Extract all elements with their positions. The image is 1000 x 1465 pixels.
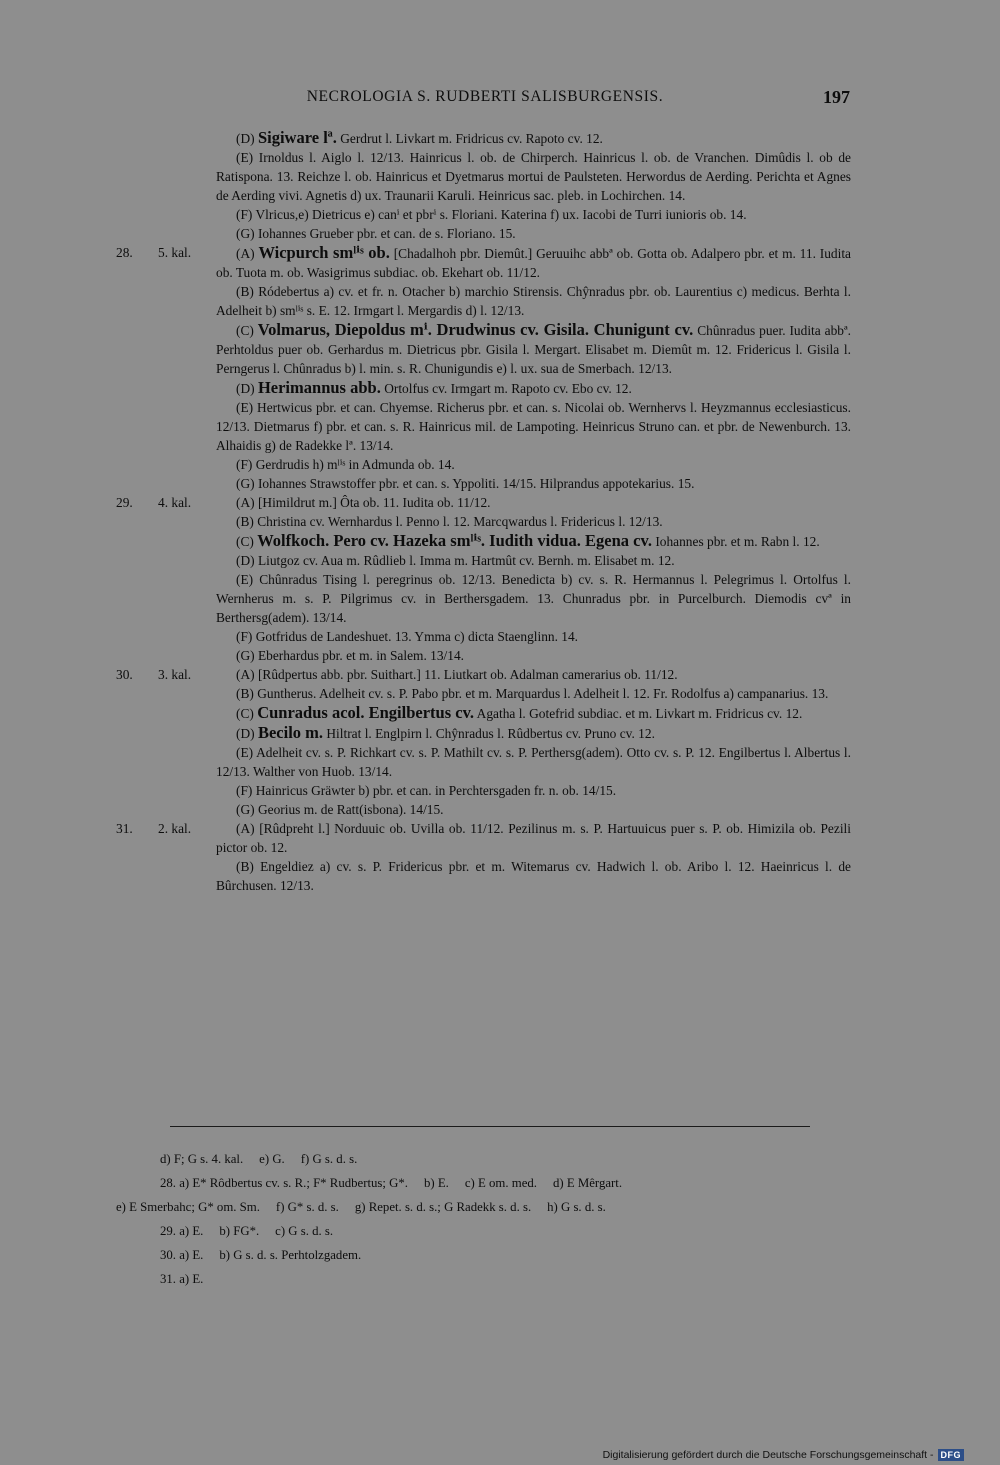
entry-text: Iohannes Grueber pbr. et can. de s. Floriano. 15. xyxy=(257,226,516,241)
hand-marker: (B) xyxy=(236,284,254,299)
entry-paragraph xyxy=(116,378,851,398)
hand-marker: (G) xyxy=(236,476,255,491)
entry-paragraph xyxy=(116,781,851,800)
kalend-date: 3. kal. xyxy=(158,667,192,682)
hand-marker: (G) xyxy=(236,226,255,241)
entry-text: Agatha l. Gotefrid subdiac. et m. Livkart m. Fridricus cv. 12. xyxy=(476,706,803,721)
hand-marker: (C) xyxy=(236,706,254,721)
entry-text: Guntherus. Adelheit cv. s. P. Pabo pbr. et m. Marquardus l. Adelheit l. 12. Fr. Rodolfus a) campanarius. 13. xyxy=(257,686,829,701)
entry-text: Hertwicus pbr. et can. Chyemse. Richerus pbr. et can. s. Nicolai ob. Wernhervs l. Heyzmannus ecclesiasticus. 12/13. Dietmarus f) pbr. et can. s. R. Hainricus mil. de Lampoting. Heinricus Struno can. et pbr. de Newenburch. 13. Alhaidis g) de Radekke lª. 13/14. xyxy=(216,400,851,453)
hand-marker: (A) xyxy=(236,821,255,836)
footnote-line: 31. a) E. xyxy=(160,1272,204,1286)
primary-name: Volmarus, Diepoldus mⁱ. Drudwinus cv. Gisila. Chunigunt cv. xyxy=(257,320,694,339)
entry-text: Chûnradus puer. Iudita abbª. Perhtoldus puer ob. Gerhardus m. Dietricus pbr. Gisila l. Mergart. Elisabet m. Diemût m. 12. Fridericus l. Gisila l. Perngerus l. Chûnradus b) l. min. s. R. Chunigundis e) l. ux. sua de Smerbach. 12/13. xyxy=(216,323,851,376)
hand-marker: (F) xyxy=(236,457,253,472)
hand-marker: (D) xyxy=(236,381,255,396)
entry-text: Chûnradus Tising l. peregrinus ob. 12/13. Benedicta b) cv. s. R. Hermannus l. Pelegrimus l. Ortolfus l. Wernherus m. s. P. Pilgrimus cv. in Berthersgadem. 13. Chunradus pbr. in Purcelburch. Diemodis cvª in Berthersg(adem). 13/14. xyxy=(216,572,851,625)
entry-paragraph xyxy=(116,570,851,627)
entry-text: Vlricus,e) Dietricus e) canⁱ et pbrⁱ s. Floriani. Katerina f) ux. Iacobi de Turri iunioris ob. 14. xyxy=(255,207,747,222)
page-number: 197 xyxy=(823,87,850,107)
entry-paragraph xyxy=(116,455,851,474)
primary-name: Herimannus abb. xyxy=(257,378,381,397)
hand-marker: (G) xyxy=(236,648,255,663)
primary-name: Sigiware lª. xyxy=(257,128,337,147)
entry-text: Iohannes Strawstoffer pbr. et can. s. Yppoliti. 14/15. Hilprandus appotekarius. 15. xyxy=(257,476,695,491)
hand-marker: (A) xyxy=(236,667,255,682)
footnote-divider xyxy=(170,1126,810,1127)
entry-text: Iohannes pbr. et m. Rabn l. 12. xyxy=(655,534,820,549)
entry-text: Eberhardus pbr. et m. in Salem. 13/14. xyxy=(257,648,464,663)
footnote-line: 29. a) E. b) FG*. c) G s. d. s. xyxy=(160,1224,334,1238)
footnote-line: d) F; G s. 4. kal. e) G. f) G s. d. s. xyxy=(160,1152,358,1166)
day-number: 31. xyxy=(116,821,133,836)
entry-text: Hiltrat l. Englpirn l. Chŷnradus l. Rûdbertus cv. Pruno cv. 12. xyxy=(326,726,655,741)
hand-marker: (E) xyxy=(236,150,254,165)
entry-paragraph xyxy=(116,703,851,723)
hand-marker: (B) xyxy=(236,859,254,874)
hand-marker: (D) xyxy=(236,726,255,741)
dfg-logo: DFG xyxy=(938,1449,965,1461)
entry-paragraph xyxy=(116,128,851,148)
entry-paragraph xyxy=(116,723,851,743)
footnote-line: 28. a) E* Rôdbertus cv. s. R.; F* Rudbertus; G*. b) E. c) E om. med. d) E Mêrgart. xyxy=(160,1176,623,1190)
running-title: NECROLOGIA S. RUDBERTI SALISBURGENSIS. xyxy=(306,88,664,105)
entry-paragraph xyxy=(116,243,851,282)
entry-text: Gotfridus de Landeshuet. 13. Ymma c) dicta Staenglinn. 14. xyxy=(255,629,579,644)
hand-marker: (A) xyxy=(236,495,255,510)
hand-marker: (F) xyxy=(236,629,253,644)
entry-paragraph xyxy=(116,665,851,684)
entry-paragraph xyxy=(116,800,851,819)
hand-marker: (B) xyxy=(236,686,254,701)
entry-paragraph xyxy=(116,819,851,857)
hand-marker: (E) xyxy=(236,400,254,415)
footnote-line: e) E Smerbahc; G* om. Sm. f) G* s. d. s. g) Repet. s. d. s.; G Radekk s. d. s. h) G s. d. s. xyxy=(116,1200,606,1214)
entry-text: Adelheit cv. s. P. Richkart cv. s. P. Mathilt cv. s. P. Perthersg(adem). Otto cv. s. P. 12. Engilbertus l. Albertus l. 12/13. Walther von Huob. 13/14. xyxy=(216,745,852,779)
entry-paragraph xyxy=(116,627,851,646)
entry-text: Ródebertus a) cv. et fr. n. Otacher b) marchio Stirensis. Chŷnradus pbr. ob. Laurentius c) medicus. Berhta l. Adelheit b) smˡⁱˢ s. E. 12. Irmgart l. Mergardis d) l. 12/13. xyxy=(216,284,851,318)
hand-marker: (E) xyxy=(236,572,254,587)
day-number: 28. xyxy=(116,245,133,260)
day-number: 29. xyxy=(116,495,133,510)
hand-marker: (F) xyxy=(236,783,253,798)
entry-paragraph xyxy=(116,743,851,781)
entry-text: Georius m. de Ratt(isbona). 14/15. xyxy=(257,802,444,817)
entry-paragraph xyxy=(116,512,851,531)
footnotes xyxy=(116,1147,856,1291)
primary-name: Wolfkoch. Pero cv. Hazeka smˡⁱˢ. Iudith vidua. Egena cv. xyxy=(257,531,652,550)
hand-marker: (A) xyxy=(236,246,255,261)
day-number: 30. xyxy=(116,667,133,682)
digitization-credit xyxy=(603,1449,964,1461)
entry-text: Gerdrudis h) mˡⁱˢ in Admunda ob. 14. xyxy=(255,457,455,472)
entry-paragraph xyxy=(116,224,851,243)
entry-text: Christina cv. Wernhardus l. Penno l. 12. Marcqwardus l. Fridericus l. 12/13. xyxy=(257,514,663,529)
hand-marker: (F) xyxy=(236,207,253,222)
hand-marker: (D) xyxy=(236,131,255,146)
hand-marker: (C) xyxy=(236,323,254,338)
entry-text: Gerdrut l. Livkart m. Fridricus cv. Rapoto cv. 12. xyxy=(340,131,603,146)
entry-text: [Rûdpreht l.] Norduuic ob. Uvilla ob. 11/12. Pezilinus m. s. P. Hartuuicus puer s. P. ob. Himizila ob. Pezili pictor ob. 12. xyxy=(216,821,851,855)
entry-text: Liutgoz cv. Aua m. Rûdlieb l. Imma m. Hartmût cv. Bernh. m. Elisabet m. 12. xyxy=(257,553,675,568)
entry-paragraph xyxy=(116,474,851,493)
hand-marker: (B) xyxy=(236,514,254,529)
primary-name: Wicpurch smˡⁱˢ ob. xyxy=(258,243,390,262)
entry-paragraph xyxy=(116,148,851,205)
entry-paragraph xyxy=(116,646,851,665)
entry-text: Engeldiez a) cv. s. P. Fridericus pbr. et m. Witemarus cv. Hadwich l. ob. Aribo l. 12. Haeinricus l. de Bûrchusen. 12/13. xyxy=(216,859,851,893)
entry-paragraph xyxy=(116,398,851,455)
entry-paragraph xyxy=(116,684,851,703)
entry-paragraph xyxy=(116,551,851,570)
hand-marker: (C) xyxy=(236,534,254,549)
footnote-line: 30. a) E. b) G s. d. s. Perhtolzgadem. xyxy=(160,1248,362,1262)
kalend-date: 5. kal. xyxy=(158,245,192,260)
entry-text: [Rûdpertus abb. pbr. Suithart.] 11. Liutkart ob. Adalman camerarius ob. 11/12. xyxy=(257,667,678,682)
entry-paragraph xyxy=(116,531,851,551)
primary-name: Cunradus acol. Engilbertus cv. xyxy=(257,703,475,722)
entry-text: Irnoldus l. Aiglo l. 12/13. Hainricus l. ob. de Chirperch. Hainricus l. ob. de Vranchen. Dimûdis l. ob de Ratispona. 13. Reichze l. ob. Hainricus et Dyetmarus mortui de Paulsteten. Herwordus de Aerding. Perichta et Agnes de Aerding vivi. Agnetis d) ux. Traunarii Karuli. Heinricus sac. pleb. in Lochirchen. 14. xyxy=(216,150,851,203)
entry-paragraph xyxy=(116,857,851,895)
page-header xyxy=(120,88,850,110)
entry-paragraph xyxy=(116,282,851,320)
entry-paragraph xyxy=(116,320,851,378)
hand-marker: (E) xyxy=(236,745,254,760)
credit-text: Digitalisierung gefördert durch die Deutsche Forschungsgemeinschaft - xyxy=(602,1449,934,1461)
hand-marker: (D) xyxy=(236,553,255,568)
entry-paragraph xyxy=(116,205,851,224)
entry-text: Ortolfus cv. Irmgart m. Rapoto cv. Ebo cv. 12. xyxy=(384,381,632,396)
entry-text: [Chadalhoh pbr. Diemût.] Geruuihc abbª ob. Gotta ob. Adalpero pbr. et m. 11. Iudita ob. Tuota m. ob. Wasigrimus subdiac. ob. Ekehart ob. 11/12. xyxy=(216,246,851,280)
primary-name: Becilo m. xyxy=(257,723,324,742)
kalend-date: 4. kal. xyxy=(158,495,192,510)
entry-text: [Himildrut m.] Ôta ob. 11. Iudita ob. 11/12. xyxy=(257,495,491,510)
hand-marker: (G) xyxy=(236,802,255,817)
entry-paragraph xyxy=(116,493,851,512)
necrology-entries xyxy=(116,128,851,895)
kalend-date: 2. kal. xyxy=(158,821,192,836)
entry-text: Hainricus Gräwter b) pbr. et can. in Perchtersgaden fr. n. ob. 14/15. xyxy=(255,783,617,798)
